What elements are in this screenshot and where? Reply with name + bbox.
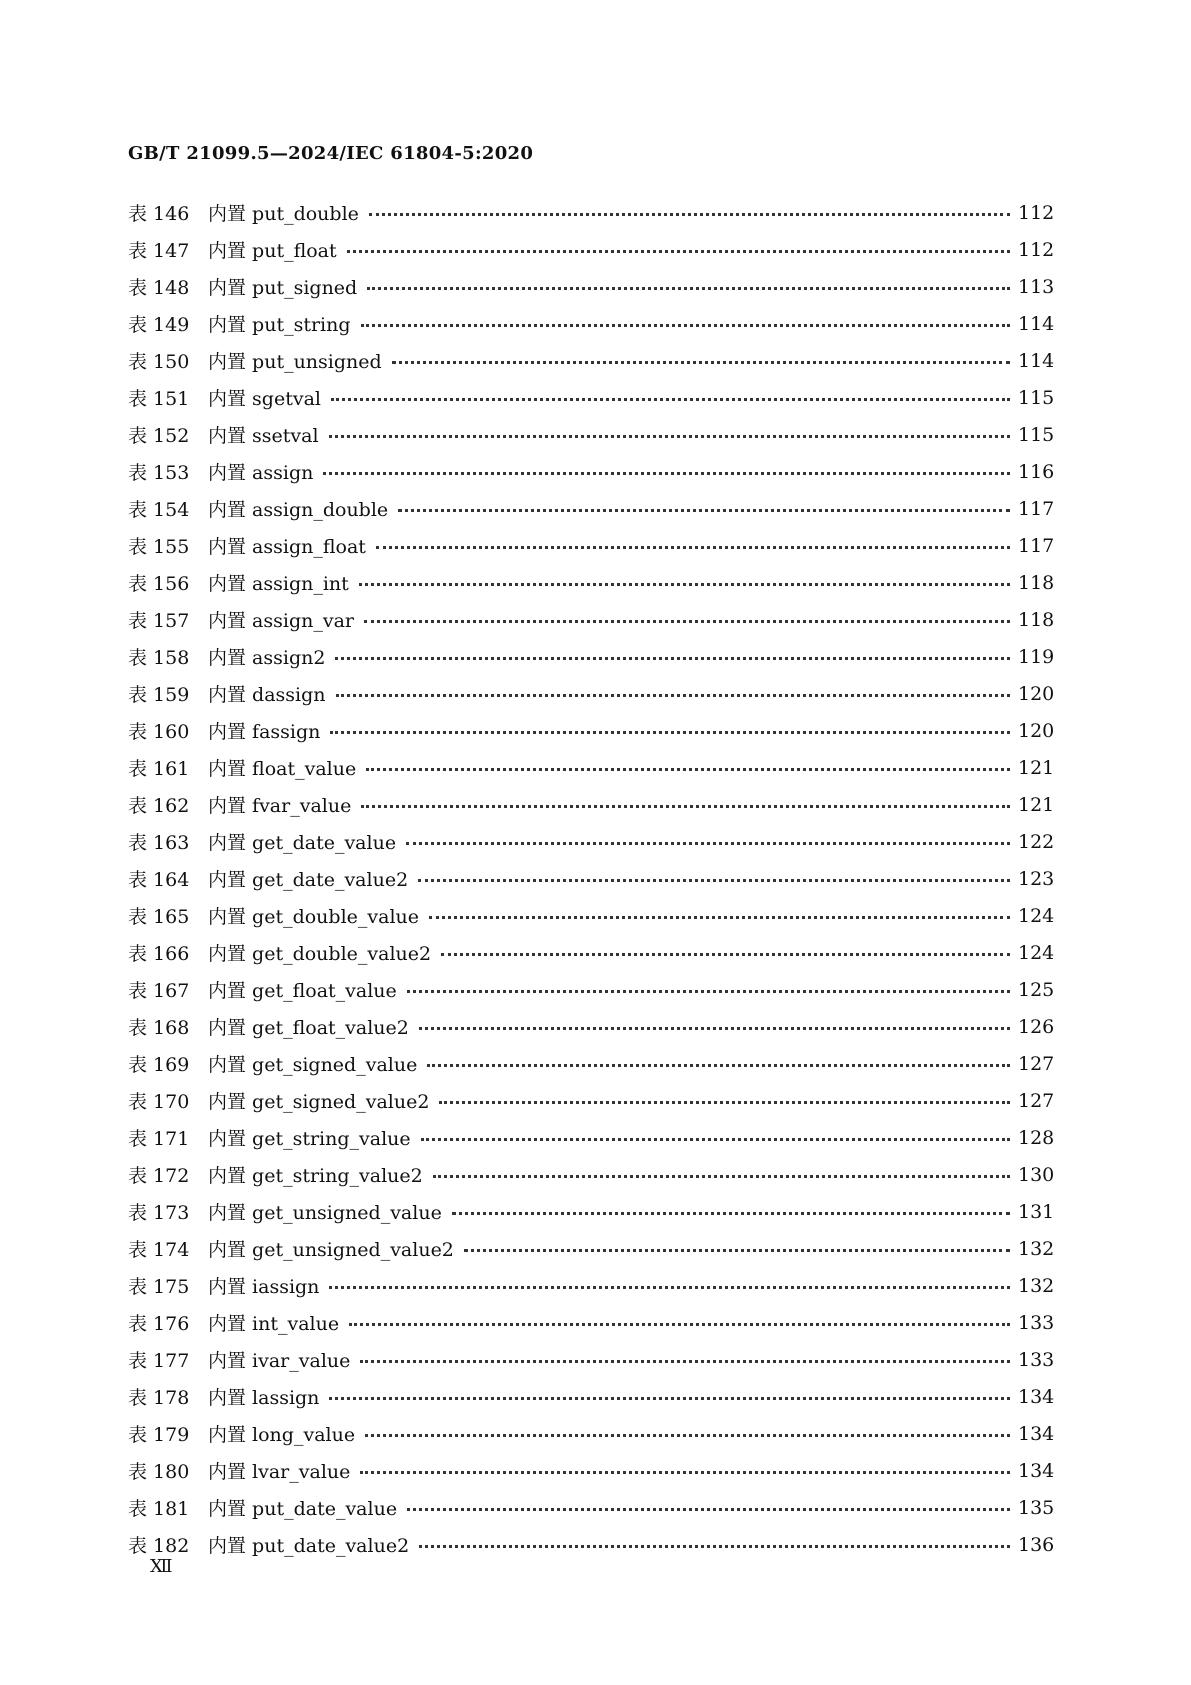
toc-entry-page: 132 — [1018, 1237, 1055, 1260]
toc-entry[interactable] — [128, 416, 1054, 453]
toc-entry[interactable] — [128, 749, 1054, 786]
toc-entry-number: 表 170 — [128, 1091, 190, 1113]
toc-entry-number: 表 147 — [128, 240, 190, 262]
toc-entry[interactable] — [128, 897, 1054, 934]
toc-entry-number: 表 146 — [128, 203, 190, 225]
toc-entry-title: 内置 get_unsigned_value — [208, 1202, 442, 1224]
toc-entry-number: 表 158 — [128, 647, 190, 669]
toc-entry-page: 133 — [1018, 1311, 1055, 1334]
toc-entry-number: 表 148 — [128, 277, 190, 299]
toc-entry-title: 内置 get_string_value2 — [208, 1165, 423, 1187]
toc-entry-title: 内置 lvar_value — [208, 1461, 351, 1483]
toc-entry-title: 内置 fvar_value — [208, 795, 352, 817]
toc-entry-page: 131 — [1018, 1200, 1055, 1223]
toc-entry-number: 表 149 — [128, 314, 190, 336]
toc-dot-leader — [347, 250, 1010, 253]
toc-entry-page: 118 — [1018, 608, 1055, 631]
toc-entry-number: 表 177 — [128, 1350, 190, 1372]
toc-entry-title: 内置 assign — [208, 462, 314, 484]
toc-entry-title: 内置 get_signed_value — [208, 1054, 418, 1076]
toc-dot-leader — [419, 1027, 1010, 1030]
toc-entry[interactable] — [128, 1489, 1054, 1526]
toc-entry[interactable] — [128, 1008, 1054, 1045]
toc-entry-title: 内置 iassign — [208, 1276, 320, 1298]
toc-entry-number: 表 166 — [128, 943, 190, 965]
toc-entry[interactable] — [128, 601, 1054, 638]
toc-dot-leader — [421, 1138, 1010, 1141]
toc-entry-number: 表 174 — [128, 1239, 190, 1261]
toc-entry-number: 表 154 — [128, 499, 190, 521]
toc-entry[interactable] — [128, 786, 1054, 823]
table-list-of-contents — [128, 194, 1054, 1563]
toc-dot-leader — [439, 1101, 1010, 1104]
toc-entry-page: 112 — [1018, 238, 1055, 261]
toc-dot-leader — [407, 1508, 1010, 1511]
toc-entry-title: 内置 assign2 — [208, 647, 326, 669]
toc-entry-number: 表 157 — [128, 610, 190, 632]
toc-dot-leader — [441, 953, 1010, 956]
toc-entry-page: 124 — [1018, 941, 1055, 964]
toc-entry-number: 表 152 — [128, 425, 190, 447]
toc-dot-leader — [419, 1545, 1010, 1548]
toc-entry[interactable] — [128, 1415, 1054, 1452]
toc-entry-page: 135 — [1018, 1496, 1055, 1519]
toc-dot-leader — [376, 546, 1010, 549]
toc-entry[interactable] — [128, 1526, 1054, 1563]
toc-dot-leader — [336, 694, 1010, 697]
toc-entry[interactable] — [128, 1378, 1054, 1415]
toc-entry-title: 内置 get_date_value2 — [208, 869, 409, 891]
toc-entry-page: 115 — [1018, 423, 1055, 446]
toc-entry[interactable] — [128, 823, 1054, 860]
toc-entry[interactable] — [128, 1045, 1054, 1082]
toc-entry-number: 表 182 — [128, 1535, 190, 1557]
toc-dot-leader — [359, 583, 1010, 586]
toc-entry-page: 128 — [1018, 1126, 1055, 1149]
toc-entry[interactable] — [128, 1230, 1054, 1267]
toc-entry-number: 表 164 — [128, 869, 190, 891]
toc-entry-page: 119 — [1018, 645, 1055, 668]
toc-entry-title: 内置 put_date_value2 — [208, 1535, 410, 1557]
toc-entry-page: 127 — [1018, 1089, 1055, 1112]
toc-dot-leader — [464, 1249, 1010, 1252]
toc-entry-title: 内置 assign_double — [208, 499, 389, 521]
toc-entry-number: 表 162 — [128, 795, 190, 817]
toc-dot-leader — [433, 1175, 1010, 1178]
toc-entry-title: 内置 ssetval — [208, 425, 319, 447]
toc-entry[interactable] — [128, 1156, 1054, 1193]
toc-entry-title: 内置 assign_float — [208, 536, 366, 558]
toc-dot-leader — [323, 472, 1010, 475]
page-number: Ⅻ — [150, 1556, 173, 1577]
toc-entry-number: 表 156 — [128, 573, 190, 595]
toc-entry[interactable] — [128, 638, 1054, 675]
toc-entry[interactable] — [128, 1082, 1054, 1119]
toc-entry-title: 内置 get_double_value — [208, 906, 420, 928]
toc-entry-page: 134 — [1018, 1459, 1055, 1482]
toc-entry-page: 114 — [1018, 349, 1055, 372]
toc-entry-page: 112 — [1018, 201, 1055, 224]
toc-dot-leader — [349, 1323, 1010, 1326]
toc-entry[interactable] — [128, 1341, 1054, 1378]
toc-entry[interactable] — [128, 1267, 1054, 1304]
toc-entry-title: 内置 get_float_value2 — [208, 1017, 409, 1039]
toc-entry-title: 内置 assign_int — [208, 573, 349, 595]
toc-entry-title: 内置 long_value — [208, 1424, 356, 1446]
toc-entry-title: 内置 ivar_value — [208, 1350, 351, 1372]
toc-dot-leader — [360, 1471, 1010, 1474]
toc-entry[interactable] — [128, 934, 1054, 971]
toc-entry-number: 表 169 — [128, 1054, 190, 1076]
toc-entry-number: 表 180 — [128, 1461, 190, 1483]
toc-dot-leader — [392, 361, 1010, 364]
toc-entry-page: 118 — [1018, 571, 1055, 594]
toc-entry-page: 121 — [1018, 756, 1055, 779]
toc-dot-leader — [335, 657, 1010, 660]
toc-entry-title: 内置 get_signed_value2 — [208, 1091, 430, 1113]
toc-entry[interactable] — [128, 379, 1054, 416]
toc-entry[interactable] — [128, 564, 1054, 601]
toc-entry-title: 内置 int_value — [208, 1313, 340, 1335]
toc-entry[interactable] — [128, 305, 1054, 342]
toc-entry-title: 内置 get_string_value — [208, 1128, 411, 1150]
toc-entry-title: 内置 put_string — [208, 314, 351, 336]
toc-entry-number: 表 175 — [128, 1276, 190, 1298]
toc-entry-number: 表 167 — [128, 980, 190, 1002]
toc-dot-leader — [369, 213, 1010, 216]
toc-entry-title: 内置 put_unsigned — [208, 351, 382, 373]
toc-entry-number: 表 173 — [128, 1202, 190, 1224]
toc-entry-title: 内置 get_double_value2 — [208, 943, 432, 965]
toc-dot-leader — [366, 768, 1010, 771]
toc-dot-leader — [452, 1212, 1010, 1215]
toc-dot-leader — [330, 731, 1010, 734]
toc-entry-title: 内置 get_date_value — [208, 832, 397, 854]
toc-dot-leader — [427, 1064, 1010, 1067]
toc-entry-title: 内置 put_signed — [208, 277, 358, 299]
toc-entry-number: 表 172 — [128, 1165, 190, 1187]
toc-dot-leader — [329, 1397, 1010, 1400]
toc-dot-leader — [398, 509, 1010, 512]
toc-entry-title: 内置 assign_var — [208, 610, 354, 632]
toc-entry-page: 130 — [1018, 1163, 1055, 1186]
document-standard-id: GB/T 21099.5—2024/IEC 61804-5:2020 — [128, 143, 534, 164]
toc-entry-number: 表 161 — [128, 758, 190, 780]
toc-entry-number: 表 159 — [128, 684, 190, 706]
toc-entry-number: 表 179 — [128, 1424, 190, 1446]
toc-entry-number: 表 171 — [128, 1128, 190, 1150]
toc-entry[interactable] — [128, 1119, 1054, 1156]
toc-entry[interactable] — [128, 971, 1054, 1008]
toc-entry-title: 内置 lassign — [208, 1387, 320, 1409]
toc-dot-leader — [406, 842, 1010, 845]
toc-entry[interactable] — [128, 1452, 1054, 1489]
toc-entry-title: 内置 sgetval — [208, 388, 321, 410]
toc-entry-page: 121 — [1018, 793, 1055, 816]
toc-entry[interactable] — [128, 675, 1054, 712]
toc-entry[interactable] — [128, 490, 1054, 527]
toc-entry[interactable] — [128, 860, 1054, 897]
toc-entry-number: 表 151 — [128, 388, 190, 410]
toc-entry-number: 表 163 — [128, 832, 190, 854]
toc-entry-page: 122 — [1018, 830, 1055, 853]
toc-dot-leader — [331, 398, 1010, 401]
toc-entry-number: 表 153 — [128, 462, 190, 484]
toc-dot-leader — [361, 805, 1010, 808]
toc-entry-page: 115 — [1018, 386, 1055, 409]
toc-entry-number: 表 168 — [128, 1017, 190, 1039]
toc-entry-page: 123 — [1018, 867, 1055, 890]
toc-entry-page: 134 — [1018, 1422, 1055, 1445]
toc-entry-page: 133 — [1018, 1348, 1055, 1371]
toc-entry[interactable] — [128, 194, 1054, 231]
toc-entry[interactable] — [128, 712, 1054, 749]
toc-dot-leader — [407, 990, 1010, 993]
toc-entry-title: 内置 fassign — [208, 721, 321, 743]
toc-entry-number: 表 155 — [128, 536, 190, 558]
toc-entry-number: 表 150 — [128, 351, 190, 373]
toc-entry-title: 内置 put_double — [208, 203, 359, 225]
toc-entry-page: 132 — [1018, 1274, 1055, 1297]
toc-dot-leader — [360, 1360, 1010, 1363]
toc-entry-title: 内置 dassign — [208, 684, 326, 706]
toc-entry-number: 表 178 — [128, 1387, 190, 1409]
toc-dot-leader — [329, 435, 1010, 438]
toc-entry-title: 内置 get_float_value — [208, 980, 397, 1002]
toc-entry-title: 内置 put_date_value — [208, 1498, 398, 1520]
toc-entry-page: 126 — [1018, 1015, 1055, 1038]
toc-entry[interactable] — [128, 1304, 1054, 1341]
toc-entry[interactable] — [128, 342, 1054, 379]
toc-entry-page: 127 — [1018, 1052, 1055, 1075]
toc-entry-title: 内置 get_unsigned_value2 — [208, 1239, 454, 1261]
toc-dot-leader — [429, 916, 1010, 919]
toc-entry-number: 表 160 — [128, 721, 190, 743]
toc-entry[interactable] — [128, 527, 1054, 564]
toc-entry-page: 120 — [1018, 719, 1055, 742]
toc-entry[interactable] — [128, 453, 1054, 490]
toc-entry-page: 134 — [1018, 1385, 1055, 1408]
toc-entry-page: 114 — [1018, 312, 1055, 335]
toc-dot-leader — [364, 620, 1010, 623]
toc-entry[interactable] — [128, 1193, 1054, 1230]
toc-entry[interactable] — [128, 231, 1054, 268]
toc-dot-leader — [361, 324, 1010, 327]
toc-dot-leader — [365, 1434, 1010, 1437]
toc-entry-title: 内置 put_float — [208, 240, 337, 262]
toc-entry-title: 内置 float_value — [208, 758, 357, 780]
toc-dot-leader — [329, 1286, 1010, 1289]
toc-entry-number: 表 181 — [128, 1498, 190, 1520]
toc-entry-number: 表 165 — [128, 906, 190, 928]
toc-entry-number: 表 176 — [128, 1313, 190, 1335]
toc-entry-page: 124 — [1018, 904, 1055, 927]
toc-dot-leader — [367, 287, 1010, 290]
toc-entry-page: 120 — [1018, 682, 1055, 705]
toc-entry-page: 117 — [1018, 534, 1055, 557]
toc-entry[interactable] — [128, 268, 1054, 305]
toc-entry-page: 116 — [1018, 460, 1055, 483]
toc-entry-page: 113 — [1018, 275, 1055, 298]
toc-entry-page: 125 — [1018, 978, 1055, 1001]
toc-entry-page: 136 — [1018, 1533, 1055, 1556]
toc-entry-page: 117 — [1018, 497, 1055, 520]
toc-dot-leader — [418, 879, 1010, 882]
